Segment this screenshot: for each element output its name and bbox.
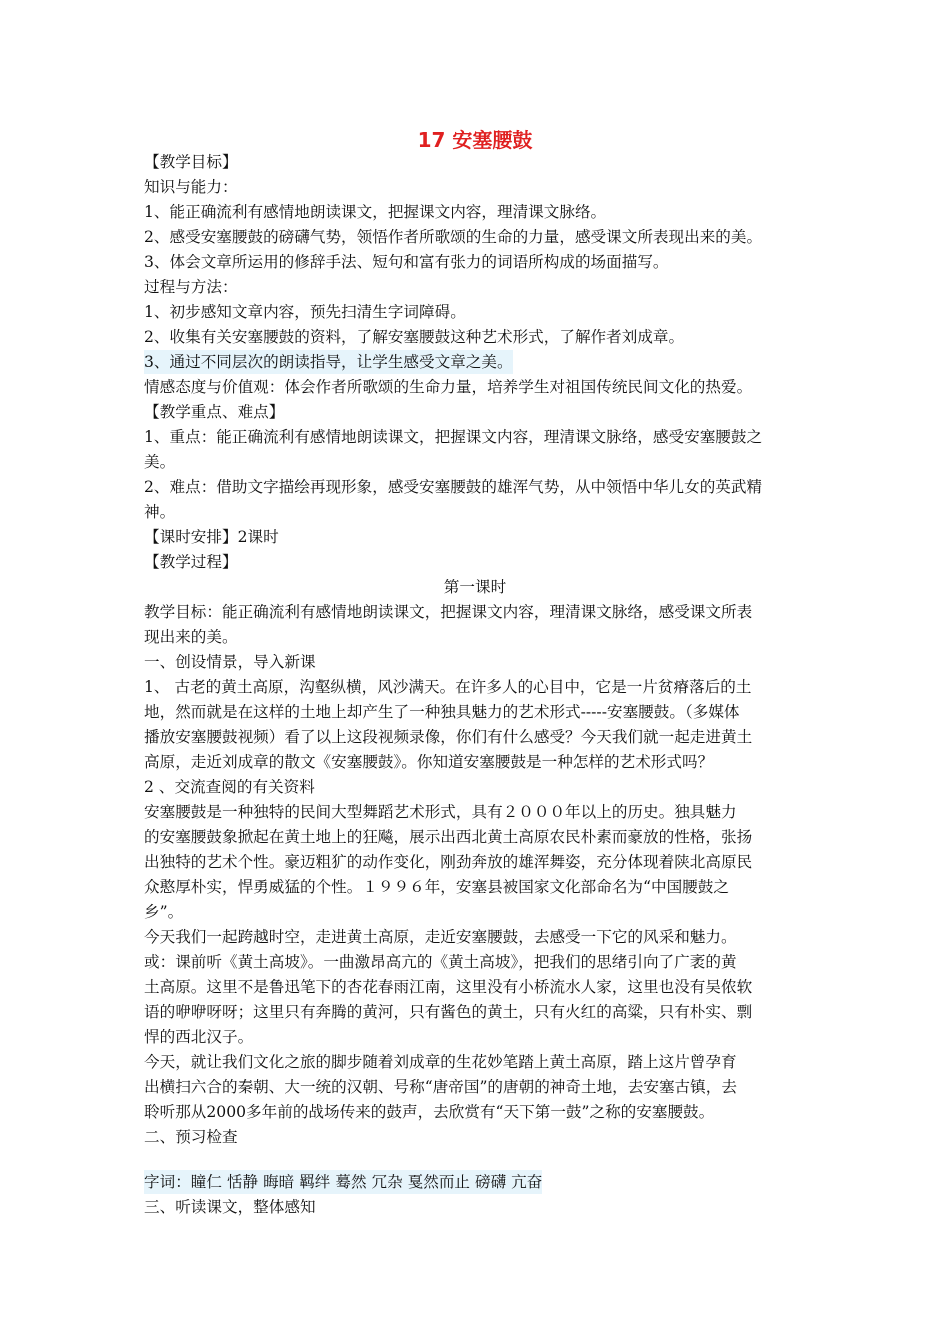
paragraph-line: 情感态度与价值观：体会作者所歌颂的生命力量，培养学生对祖国传统民间文化的热爱。	[144, 378, 753, 396]
paragraph-line: 高原，走近刘成章的散文《安塞腰鼓》。你知道安塞腰鼓是一种怎样的艺术形式吗？	[144, 753, 714, 771]
paragraph-line: 乡”。	[144, 903, 184, 921]
paragraph-line: 众憨厚朴实，悍勇威猛的个性。１９９６年，安塞县被国家文化部命名为“中国腰鼓之	[144, 878, 729, 896]
paragraph-line: 2 、交流查阅的有关资料	[144, 778, 315, 796]
paragraph-line: 3、体会文章所运用的修辞手法、短句和富有张力的词语所构成的场面描写。	[144, 253, 669, 271]
paragraph-line: 今天我们一起跨越时空，走进黄土高原，走近安塞腰鼓，去感受一下它的风采和魅力。	[144, 928, 737, 946]
paragraph-line: 悍的西北汉子。	[144, 1028, 254, 1046]
paragraph-line: 或：课前听《黄土高坡》。一曲激昂高亢的《黄土高坡》，把我们的思绪引向了广袤的黄	[144, 953, 737, 971]
paragraph-line: 语的咿咿呀呀；这里只有奔腾的黄河，只有酱色的黄土，只有火红的高粱，只有朴实、剽	[144, 1003, 753, 1021]
paragraph-line: 2、感受安塞腰鼓的磅礴气势，领悟作者所歌颂的生命的力量，感受课文所表现出来的美。	[144, 228, 763, 246]
section-heading: 【教学过程】	[144, 553, 238, 571]
paragraph-line: 1、 古老的黄土高原，沟壑纵横，风沙满天。在许多人的心目中，它是一片贫瘠落后的土	[144, 678, 752, 696]
paragraph-line: 的安塞腰鼓象掀起在黄土地上的狂飚，展示出西北黄土高原农民朴素而豪放的性格，张扬	[144, 828, 753, 846]
paragraph-line: 2、收集有关安塞腰鼓的资料，了解安塞腰鼓这种艺术形式，了解作者刘成章。	[144, 328, 685, 346]
paragraph-line: 聆听那从2000多年前的战场传来的鼓声，去欣赏有“天下第一鼓”之称的安塞腰鼓。	[144, 1103, 715, 1121]
section-heading: 【课时安排】2课时	[144, 528, 279, 546]
paragraph-line: 美。	[144, 453, 176, 471]
highlighted-line: 字词：瞳仁 恬静 晦暗 羁绊 蓦然 冗杂 戛然而止 磅礴 亢奋	[144, 1170, 542, 1194]
paragraph-line: 安塞腰鼓是一种独特的民间大型舞蹈艺术形式，具有２０００年以上的历史。独具魅力	[144, 803, 737, 821]
paragraph-line: 1、初步感知文章内容，预先扫清生字词障碍。	[144, 303, 466, 321]
paragraph-line: 2、难点：借助文字描绘再现形象，感受安塞腰鼓的雄浑气势，从中领悟中华儿女的英武精	[144, 478, 763, 496]
paragraph-line: 知识与能力：	[144, 178, 238, 196]
highlighted-line: 3、通过不同层次的朗读指导，让学生感受文章之美。	[144, 350, 513, 374]
paragraph-line: 出横扫六合的秦朝、大一统的汉朝、号称“唐帝国”的唐朝的神奇土地，去安塞古镇，去	[144, 1078, 737, 1096]
lesson-heading: 第一课时	[443, 578, 507, 596]
paragraph-line: 今天，就让我们文化之旅的脚步随着刘成章的生花妙笔踏上黄土高原，踏上这片曾孕育	[144, 1053, 737, 1071]
paragraph-line: 地，然而就是在这样的土地上却产生了一种独具魅力的艺术形式-----安塞腰鼓。（多媒体	[144, 703, 740, 721]
section-heading: 【教学重点、难点】	[144, 403, 285, 421]
paragraph-line: 一、创设情景，导入新课	[144, 653, 316, 671]
paragraph-line: 土高原。这里不是鲁迅笔下的杏花春雨江南，这里没有小桥流水人家，这里也没有吴侬软	[144, 978, 753, 996]
paragraph-line: 过程与方法：	[144, 278, 238, 296]
paragraph-line: 教学目标：能正确流利有感情地朗读课文，把握课文内容，理清课文脉络，感受课文所表	[144, 603, 753, 621]
paragraph-line: 播放安塞腰鼓视频）看了以上这段视频录像，你们有什么感受？今天我们就一起走进黄土	[144, 728, 753, 746]
paragraph-line: 1、能正确流利有感情地朗读课文，把握课文内容，理清课文脉络。	[144, 203, 607, 221]
section-heading: 二、预习检查	[144, 1128, 238, 1146]
paragraph-line: 神。	[144, 503, 176, 521]
document-title: 17 安塞腰鼓	[417, 128, 533, 152]
paragraph-line: 1、重点：能正确流利有感情地朗读课文，把握课文内容，理清课文脉络，感受安塞腰鼓之	[144, 428, 763, 446]
section-heading: 三、听读课文，整体感知	[144, 1198, 316, 1216]
paragraph-line: 出独特的艺术个性。豪迈粗犷的动作变化，刚劲奔放的雄浑舞姿，充分体现着陕北高原民	[144, 853, 753, 871]
paragraph-line: 现出来的美。	[144, 628, 238, 646]
section-heading: 【教学目标】	[144, 153, 238, 171]
